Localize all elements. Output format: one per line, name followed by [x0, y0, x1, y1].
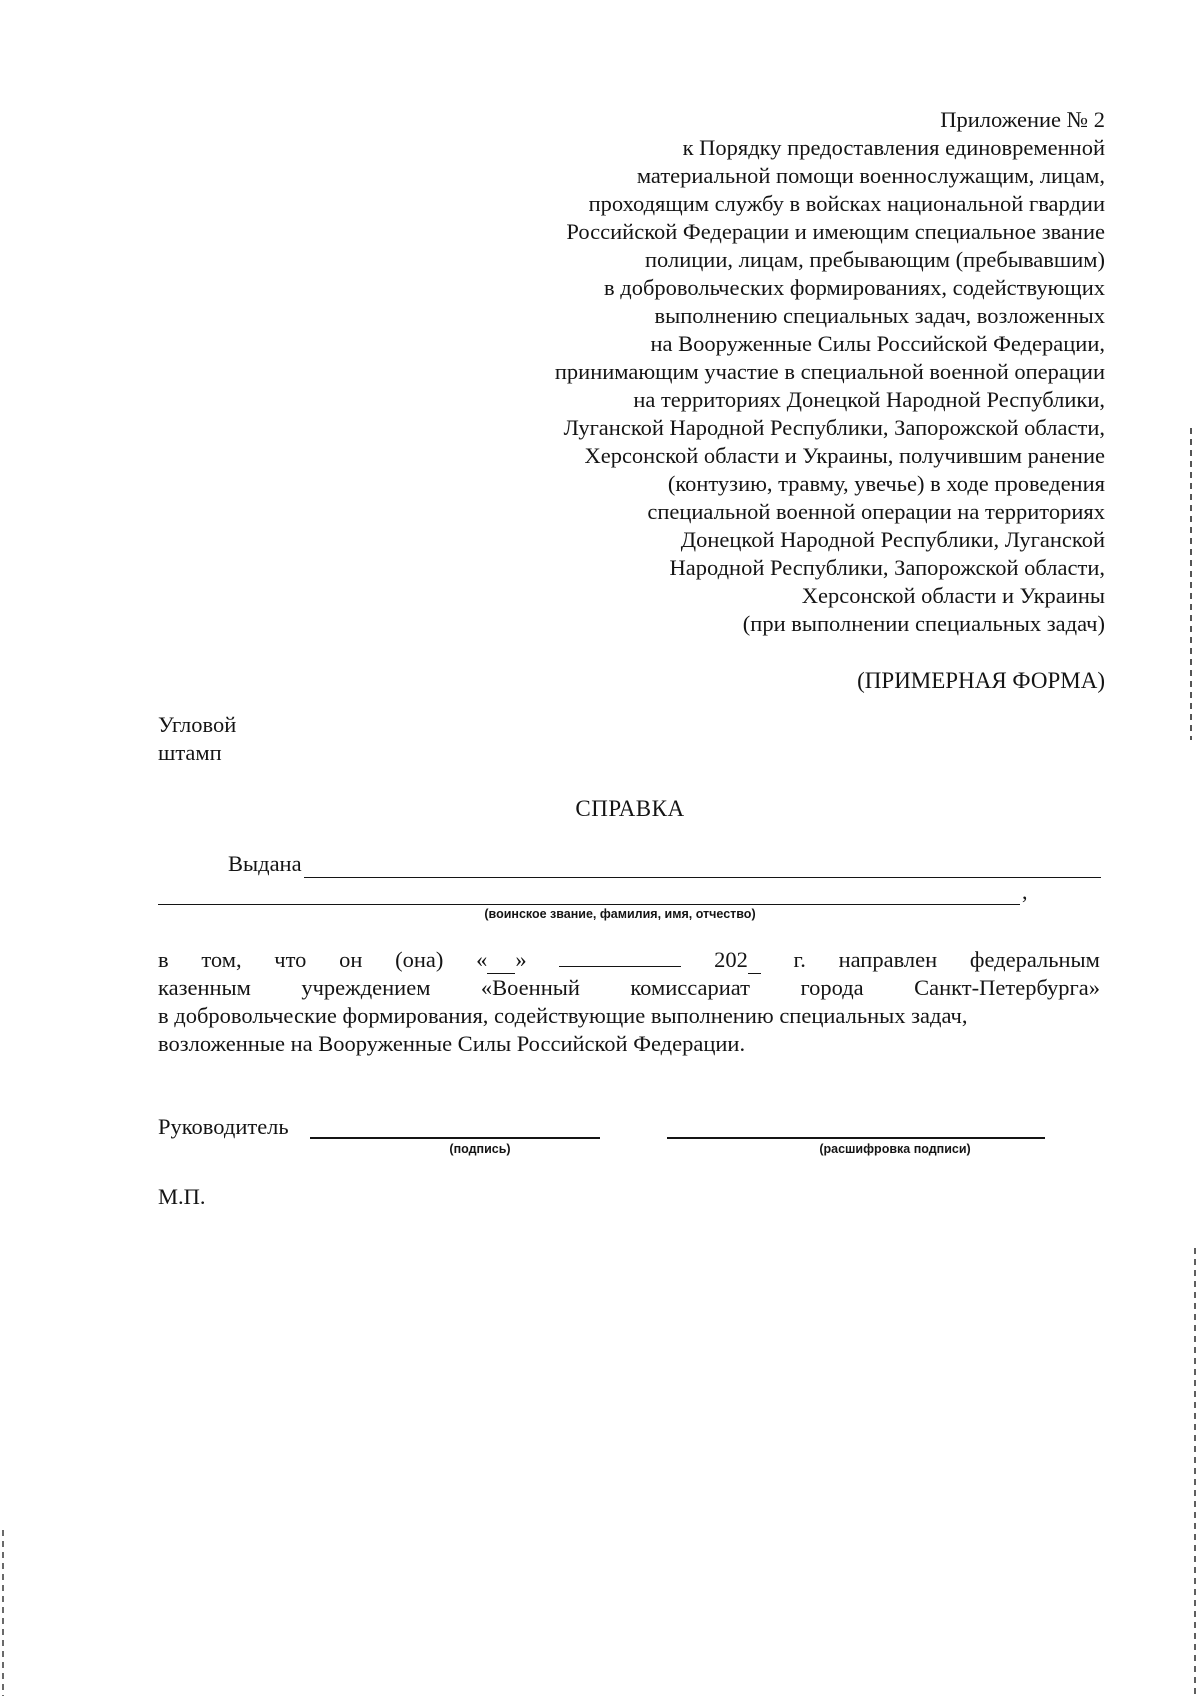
body-word: казенным	[158, 975, 251, 1000]
appendix-line: (при выполнении специальных задач)	[742, 611, 1105, 636]
appendix-line: Народной Республики, Запорожской области,	[669, 555, 1105, 580]
body-word: что	[274, 947, 307, 972]
form-type-label: (ПРИМЕРНАЯ ФОРМА)	[857, 668, 1105, 693]
issued-to-row	[228, 850, 1101, 878]
body-word: города	[800, 975, 864, 1000]
body-word: в	[158, 947, 169, 972]
appendix-line: принимающим участие в специальной военной операции	[554, 359, 1105, 384]
issued-to-field-continuation[interactable]	[158, 884, 1020, 905]
appendix-line: Херсонской области и Украины, получившим ранение	[584, 443, 1105, 468]
appendix-header	[465, 106, 1105, 638]
appendix-line: Херсонской области и Украины	[801, 583, 1105, 608]
year-prefix: 202	[714, 947, 748, 972]
issued-label: Выдана	[228, 851, 302, 876]
year-field[interactable]	[748, 953, 761, 974]
head-signature-label: Руководитель	[158, 1114, 289, 1139]
stamp-line: Угловой	[158, 712, 237, 737]
day-field[interactable]	[487, 953, 515, 974]
appendix-line: Донецкой Народной Республики, Луганской	[680, 527, 1105, 552]
body-word: федеральным	[969, 947, 1100, 972]
body-word: «Военный	[480, 975, 580, 1000]
appendix-line: проходящим службу в войсках национальной гвардии	[588, 191, 1105, 216]
scan-edge-mark	[1190, 428, 1192, 740]
body-word: направлен	[838, 947, 938, 972]
body-word: Санкт-Петербурга»	[914, 975, 1100, 1000]
stamp-line: штамп	[158, 740, 222, 765]
signature-caption: (подпись)	[449, 1142, 511, 1156]
body-word: учреждением	[301, 975, 431, 1000]
quote-open: «	[476, 947, 488, 972]
appendix-line: Приложение № 2	[940, 107, 1105, 132]
quote-close: »	[515, 947, 527, 972]
corner-stamp-label	[158, 711, 236, 767]
signature-decode-field[interactable]	[667, 1136, 1045, 1139]
document-title: СПРАВКА	[575, 796, 685, 821]
appendix-line: полиции, лицам, пребывающим (пребывавшим)	[645, 247, 1105, 272]
scan-edge-mark	[2, 1530, 4, 1696]
day-group	[476, 946, 527, 974]
appendix-line: на Вооруженные Силы Российской Федерации,	[650, 331, 1105, 356]
appendix-line: материальной помощи военнослужащим, лицам,	[636, 163, 1105, 188]
body-line-3: в добровольческие формирования, содействующие выполнению специальных задач,	[158, 1003, 968, 1028]
body-word: том,	[201, 947, 242, 972]
appendix-line: к Порядку предоставления единовременной	[682, 135, 1105, 160]
body-line-2	[158, 974, 1100, 1002]
issued-to-field[interactable]	[304, 855, 1101, 878]
body-line-1	[158, 946, 1100, 974]
body-word: комиссариат	[630, 975, 751, 1000]
body-line-4: возложенные на Вооруженные Силы Российской Федерации.	[158, 1031, 746, 1056]
certificate-body	[158, 946, 1100, 1058]
issued-comma: ,	[1022, 879, 1028, 904]
signature-field[interactable]	[310, 1136, 600, 1139]
seal-place-label: М.П.	[158, 1184, 206, 1209]
body-word: он	[339, 947, 363, 972]
appendix-line: в добровольческих формированиях, содействующих	[604, 275, 1105, 300]
appendix-line: Луганской Народной Республики, Запорожской области,	[563, 415, 1105, 440]
year-group	[714, 946, 761, 974]
appendix-line: на территориях Донецкой Народной Республики,	[633, 387, 1105, 412]
appendix-line: Российской Федерации и имеющим специальное звание	[566, 219, 1105, 244]
appendix-line: специальной военной операции на территориях	[647, 499, 1105, 524]
issued-caption: (воинское звание, фамилия, имя, отчество)	[484, 907, 756, 921]
scan-edge-mark	[1194, 1248, 1196, 1696]
signature-decode-caption: (расшифровка подписи)	[819, 1142, 971, 1156]
appendix-line: (контузию, травму, увечье) в ходе проведения	[667, 471, 1105, 496]
month-field[interactable]	[559, 946, 681, 967]
body-word: (она)	[395, 947, 444, 972]
body-word: г.	[793, 947, 806, 972]
appendix-line: выполнению специальных задач, возложенных	[654, 303, 1105, 328]
